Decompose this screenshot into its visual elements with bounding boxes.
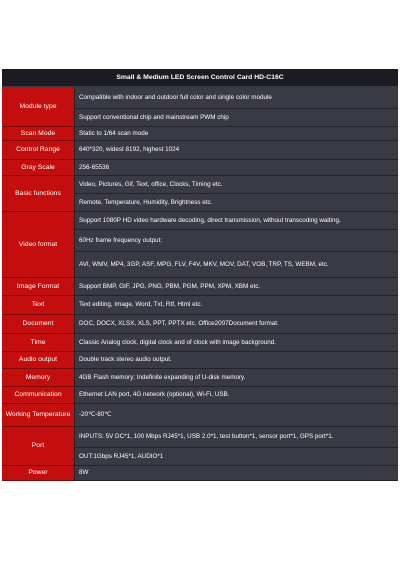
spec-label: Power	[2, 466, 74, 481]
spec-label: Time	[2, 334, 74, 352]
spec-values	[74, 212, 398, 278]
spec-value: Text editing, Image, Word, Txt, Rtf, Html etc.	[74, 296, 398, 315]
spec-row-scan-mode	[2, 127, 398, 141]
spec-row-memory	[2, 369, 398, 387]
spec-label: Working Temperature	[2, 404, 74, 427]
spec-value: Static to 1/64 scan mode	[74, 127, 398, 141]
spec-value: Ethernet LAN port, 4G network (optional), Wi-Fi, USB.	[74, 387, 398, 404]
spec-values	[74, 160, 398, 176]
spec-value: Support BMP, GIF, JPG, PNG, PBM, PGM, PPM, XPM, XBM etc.	[74, 278, 398, 296]
spec-values	[74, 296, 398, 315]
spec-value: Video, Pictures, Gif, Text, office, Clocks, Timing etc.	[74, 176, 398, 194]
spec-row-working-temperature	[2, 404, 398, 427]
spec-value: Compatible with indoor and outdoor full color and single color module	[74, 87, 398, 109]
spec-label: Image Format	[2, 278, 74, 296]
spec-label: Scan Mode	[2, 127, 74, 141]
spec-value: 8W	[74, 466, 398, 481]
spec-values	[74, 176, 398, 212]
table-title: Small & Medium LED Screen Control Card HD-C16C	[2, 69, 398, 87]
spec-value: Classic Analog clock, digital clock and of clock with image background.	[74, 334, 398, 352]
spec-value: 60Hz frame frequency output;	[74, 230, 398, 252]
spec-values	[74, 352, 398, 369]
spec-label: Audio output	[2, 352, 74, 369]
spec-values	[74, 315, 398, 334]
spec-row-communication	[2, 387, 398, 404]
spec-values	[74, 87, 398, 127]
spec-values	[74, 127, 398, 141]
spec-label: Video format	[2, 212, 74, 278]
spec-value: DOC, DOCX, XLSX, XLS, PPT, PPTX etc. Office2007Document format.	[74, 315, 398, 334]
spec-value: AVI, WMV, MP4, 3GP, ASF, MPG, FLV, F4V, MKV, MOV, DAT, VOB, TRP, TS, WEBM, etc.	[74, 252, 398, 278]
spec-row-module-type	[2, 87, 398, 127]
spec-row-basic-functions	[2, 176, 398, 212]
spec-row-image-format	[2, 278, 398, 296]
spec-table	[2, 69, 398, 481]
spec-label: Communication	[2, 387, 74, 404]
spec-values	[74, 466, 398, 481]
spec-label: Port	[2, 427, 74, 466]
spec-rows	[2, 87, 398, 481]
spec-values	[74, 387, 398, 404]
spec-label: Gray Scale	[2, 160, 74, 176]
spec-label: Module type	[2, 87, 74, 127]
spec-values	[74, 334, 398, 352]
spec-value: Support 1080P HD video hardware decoding, direct transmission, without transcoding waiting.	[74, 212, 398, 230]
spec-label: Text	[2, 296, 74, 315]
spec-value: Support conventional chip and mainstream PWM chip	[74, 109, 398, 127]
spec-row-control-range	[2, 141, 398, 160]
spec-row-port	[2, 427, 398, 466]
spec-value: INPUTS: 5V DC*1, 100 Mbps RJ45*1, USB 2.0*1, test button*1, sensor port*1, GPS port*1.	[74, 427, 398, 448]
spec-row-video-format	[2, 212, 398, 278]
spec-values	[74, 369, 398, 387]
spec-value: 640*320, widest 8192, highest 1024	[74, 141, 398, 160]
spec-value: OUT:1Gbps RJ45*1, AUDIO*1	[74, 448, 398, 466]
spec-row-document	[2, 315, 398, 334]
spec-label: Control Range	[2, 141, 74, 160]
spec-row-power	[2, 466, 398, 481]
spec-values	[74, 427, 398, 466]
spec-row-audio-output	[2, 352, 398, 369]
spec-values	[74, 141, 398, 160]
spec-row-gray-scale	[2, 160, 398, 176]
spec-row-time	[2, 334, 398, 352]
spec-value: 4GB Flash memory; Indefinite expanding of U-disk memory.	[74, 369, 398, 387]
spec-label: Document	[2, 315, 74, 334]
spec-label: Memory	[2, 369, 74, 387]
spec-value: Remote, Temperature, Humidity, Brightness etc.	[74, 194, 398, 212]
spec-values	[74, 278, 398, 296]
spec-values	[74, 404, 398, 427]
spec-row-text	[2, 296, 398, 315]
spec-label: Basic functions	[2, 176, 74, 212]
spec-value: 256-65536	[74, 160, 398, 176]
spec-value: Double track stereo audio output.	[74, 352, 398, 369]
spec-value: -20℃-80℃	[74, 404, 398, 427]
